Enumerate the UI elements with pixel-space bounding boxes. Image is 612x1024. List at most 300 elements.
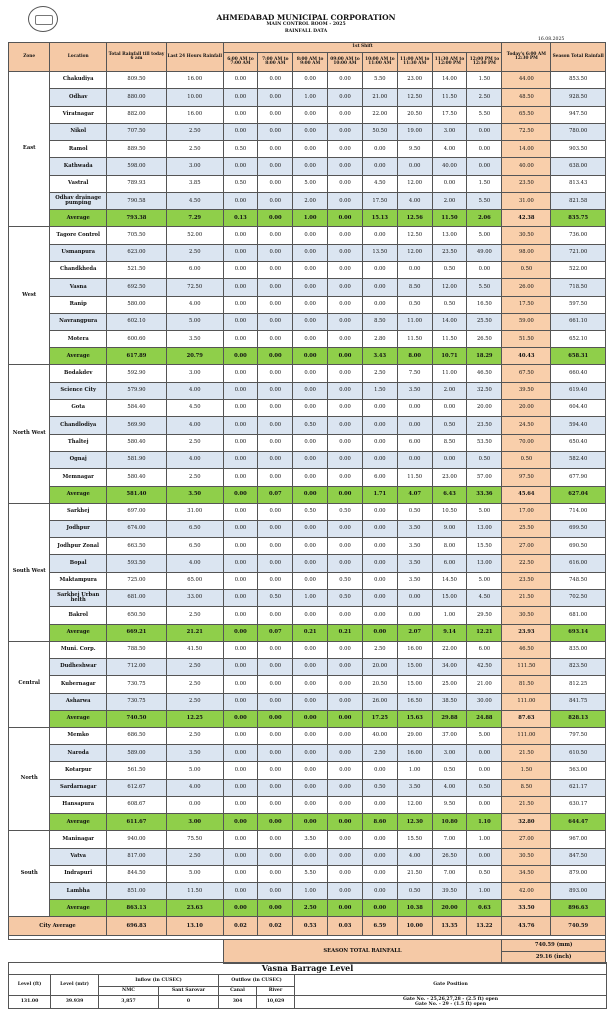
table-cell: 0.00	[328, 331, 363, 348]
table-cell: 0.00	[258, 607, 293, 624]
table-cell: 42.38	[502, 210, 551, 227]
table-cell: 707.50	[107, 123, 167, 140]
location-name: Muni. Corp.	[50, 641, 107, 658]
table-cell: 0.00	[223, 676, 258, 693]
table-cell: 3.50	[166, 486, 223, 503]
table-cell: 0.00	[258, 572, 293, 589]
table-cell: 644.47	[551, 814, 606, 831]
rainfall-table-body	[9, 72, 606, 917]
table-cell: 12.50	[397, 227, 432, 244]
table-cell: 0.00	[166, 796, 223, 813]
table-cell: 0.00	[397, 607, 432, 624]
table-cell: 0.00	[397, 400, 432, 417]
table-cell: 788.50	[107, 641, 167, 658]
table-cell: 1.71	[362, 486, 397, 503]
table-cell: 15.13	[362, 210, 397, 227]
table-row	[9, 141, 606, 158]
table-cell: 0.00	[328, 175, 363, 192]
table-cell: 580.40	[107, 469, 167, 486]
table-row	[9, 279, 606, 296]
table-cell: 658.31	[551, 348, 606, 365]
location-name: Hansapura	[50, 796, 107, 813]
table-cell: 44.00	[502, 72, 551, 89]
table-cell: 817.00	[107, 848, 167, 865]
table-cell: 0.00	[258, 261, 293, 278]
table-cell: 97.50	[502, 469, 551, 486]
table-cell: 0.00	[293, 331, 328, 348]
table-cell: 1.50	[467, 72, 502, 89]
table-cell: 22.50	[502, 555, 551, 572]
table-cell: 580.00	[107, 296, 167, 313]
table-cell: 650.50	[107, 607, 167, 624]
table-cell: 0.00	[258, 745, 293, 762]
table-cell: 25.50	[502, 520, 551, 537]
table-cell: 26.50	[467, 331, 502, 348]
table-cell: 42.50	[467, 658, 502, 675]
table-cell: 5.50	[467, 193, 502, 210]
table-cell: 0.00	[328, 900, 363, 917]
table-cell: 748.50	[551, 572, 606, 589]
table-cell: 20.00	[502, 400, 551, 417]
location-name: Vatva	[50, 848, 107, 865]
table-cell: 0.00	[293, 296, 328, 313]
table-cell: 6.50	[166, 538, 223, 555]
table-row	[9, 831, 606, 848]
table-cell: 705.50	[107, 227, 167, 244]
table-cell: 1.00	[397, 762, 432, 779]
table-cell: 0.00	[328, 382, 363, 399]
table-cell: 677.90	[551, 469, 606, 486]
table-cell: 2.50	[166, 434, 223, 451]
table-cell: 20.79	[166, 348, 223, 365]
table-cell: 0.00	[362, 434, 397, 451]
table-cell: 3.85	[166, 175, 223, 192]
table-cell: 8.50	[502, 779, 551, 796]
table-cell: 0.00	[328, 693, 363, 710]
table-cell: 0.00	[258, 727, 293, 744]
table-row	[9, 641, 606, 658]
table-cell: 3.50	[397, 572, 432, 589]
table-cell: 49.00	[467, 244, 502, 261]
table-cell: 0.00	[467, 141, 502, 158]
table-cell: 4.00	[397, 193, 432, 210]
zone-average-row	[9, 486, 606, 503]
table-cell: 6.00	[432, 555, 467, 572]
table-cell: 0.00	[223, 279, 258, 296]
table-cell: 0.50	[432, 762, 467, 779]
table-cell: 0.00	[223, 486, 258, 503]
location-name: Bopal	[50, 555, 107, 572]
table-cell: 21.21	[166, 624, 223, 641]
table-cell: 2.50	[166, 848, 223, 865]
table-cell: 0.00	[467, 745, 502, 762]
table-cell: 13.22	[467, 917, 502, 936]
table-cell: 2.50	[166, 693, 223, 710]
table-cell: 17.00	[502, 503, 551, 520]
table-cell: 0.00	[223, 693, 258, 710]
table-cell: 12.00	[397, 244, 432, 261]
table-cell: 0.00	[293, 72, 328, 89]
table-cell: 0.00	[293, 693, 328, 710]
table-cell: 4.00	[166, 451, 223, 468]
vasna-gates	[295, 996, 607, 1009]
table-cell: 4.00	[432, 141, 467, 158]
table-row	[9, 848, 606, 865]
table-cell: 0.00	[362, 400, 397, 417]
table-cell: 0.00	[293, 123, 328, 140]
table-cell: 0.00	[258, 331, 293, 348]
table-cell: 882.00	[107, 106, 167, 123]
table-cell: 0.00	[362, 831, 397, 848]
table-row	[9, 555, 606, 572]
table-cell: 52.00	[166, 227, 223, 244]
table-cell: 0.00	[258, 296, 293, 313]
table-cell: 17.50	[502, 296, 551, 313]
location-name: Ranip	[50, 296, 107, 313]
table-cell: 7.00	[432, 865, 467, 882]
table-cell: 5.00	[467, 727, 502, 744]
table-cell: 0.00	[223, 72, 258, 89]
table-cell: 0.00	[223, 710, 258, 727]
table-cell: 40.43	[502, 348, 551, 365]
table-cell: 730.75	[107, 676, 167, 693]
table-cell: 3.00	[166, 814, 223, 831]
table-cell: 0.00	[328, 106, 363, 123]
table-cell: 3.00	[166, 158, 223, 175]
table-cell: 10.38	[397, 900, 432, 917]
table-cell: 0.00	[328, 89, 363, 106]
table-cell: 0.00	[223, 227, 258, 244]
table-cell: 2.50	[166, 658, 223, 675]
table-cell: 9.14	[432, 624, 467, 641]
table-cell: 828.13	[551, 710, 606, 727]
table-cell: 0.00	[258, 434, 293, 451]
table-cell: 660.40	[551, 365, 606, 382]
table-cell: 6.00	[362, 469, 397, 486]
table-cell: 0.00	[293, 641, 328, 658]
table-cell: 0.21	[293, 624, 328, 641]
col-slot: 6:00 AM to 7:00 AM	[223, 53, 258, 72]
table-cell: 0.00	[362, 227, 397, 244]
table-cell: 730.75	[107, 693, 167, 710]
table-cell: 16.00	[166, 106, 223, 123]
table-cell: 0.00	[293, 469, 328, 486]
table-cell: 65.50	[502, 106, 551, 123]
table-cell: 11.00	[397, 313, 432, 330]
table-cell: 10.50	[432, 503, 467, 520]
table-cell: 1.00	[293, 590, 328, 607]
table-cell: 889.50	[107, 141, 167, 158]
table-cell: 0.00	[362, 848, 397, 865]
table-cell: 0.00	[223, 796, 258, 813]
table-cell: 27.00	[502, 538, 551, 555]
location-name: Odhav drainage pumping	[50, 193, 107, 210]
table-cell: 20.50	[397, 106, 432, 123]
table-cell: 0.00	[223, 607, 258, 624]
table-cell: 3.50	[397, 555, 432, 572]
table-cell: 13.50	[362, 244, 397, 261]
table-cell: 863.13	[107, 900, 167, 917]
table-cell: 21.50	[502, 745, 551, 762]
table-cell: 0.00	[328, 607, 363, 624]
table-cell: 2.80	[362, 331, 397, 348]
table-cell: 0.00	[258, 313, 293, 330]
table-cell: 4.07	[397, 486, 432, 503]
table-cell: 4.50	[467, 590, 502, 607]
table-cell: 0.00	[328, 814, 363, 831]
table-cell: 0.00	[467, 762, 502, 779]
table-cell: 2.50	[166, 469, 223, 486]
table-cell: 612.67	[107, 779, 167, 796]
table-cell: 600.60	[107, 331, 167, 348]
table-cell: 0.00	[328, 210, 363, 227]
table-cell: 0.00	[328, 641, 363, 658]
table-cell: 34.00	[432, 658, 467, 675]
table-cell: 87.63	[502, 710, 551, 727]
zone-average-row	[9, 348, 606, 365]
table-cell: 0.00	[258, 400, 293, 417]
table-cell: 0.00	[362, 762, 397, 779]
table-cell: 23.50	[502, 572, 551, 589]
table-cell: 0.00	[258, 175, 293, 192]
table-row	[9, 106, 606, 123]
table-cell: 0.50	[362, 779, 397, 796]
table-cell: 0.00	[258, 710, 293, 727]
table-cell: 2.00	[432, 193, 467, 210]
table-cell: 0.50	[223, 175, 258, 192]
table-cell: 20.00	[362, 658, 397, 675]
table-cell: 0.00	[293, 572, 328, 589]
table-cell: 718.50	[551, 279, 606, 296]
location-name: Chakudiya	[50, 72, 107, 89]
table-cell: 0.00	[223, 520, 258, 537]
table-cell: 0.00	[223, 158, 258, 175]
table-cell: 9.00	[432, 520, 467, 537]
table-cell: 0.00	[432, 451, 467, 468]
location-name: Naroda	[50, 745, 107, 762]
table-cell: 0.00	[293, 520, 328, 537]
location-name: Kotarpur	[50, 762, 107, 779]
table-cell: 9.50	[397, 141, 432, 158]
location-name: Bodakdev	[50, 365, 107, 382]
table-cell: 6.00	[467, 641, 502, 658]
table-cell: 681.00	[107, 590, 167, 607]
table-cell: 2.00	[293, 193, 328, 210]
location-name: Indrapuri	[50, 865, 107, 882]
table-cell: 41.50	[166, 641, 223, 658]
table-cell: 14.00	[432, 313, 467, 330]
table-cell: 2.00	[432, 382, 467, 399]
table-cell: 0.00	[362, 865, 397, 882]
table-cell: 0.00	[328, 883, 363, 900]
table-cell: 696.83	[107, 917, 167, 936]
table-cell: 940.00	[107, 831, 167, 848]
table-cell: 42.00	[502, 883, 551, 900]
table-row	[9, 727, 606, 744]
table-cell: 0.00	[223, 261, 258, 278]
table-cell: 0.00	[362, 900, 397, 917]
table-cell: 621.17	[551, 779, 606, 796]
table-cell: 793.38	[107, 210, 167, 227]
table-cell: 11.50	[432, 210, 467, 227]
location-name: Odhav	[50, 89, 107, 106]
zone-name: South West	[9, 503, 50, 641]
table-row	[9, 658, 606, 675]
table-cell: 2.07	[397, 624, 432, 641]
table-cell: 5.00	[166, 313, 223, 330]
zone-average-row	[9, 624, 606, 641]
table-cell: 13.00	[467, 555, 502, 572]
vasna-gate-header: Gate Position	[295, 975, 607, 996]
table-cell: 0.50	[467, 865, 502, 882]
table-cell: 821.58	[551, 193, 606, 210]
table-cell: 0.00	[258, 417, 293, 434]
table-cell: 521.50	[107, 261, 167, 278]
table-cell: 880.00	[107, 89, 167, 106]
table-cell: 0.00	[432, 175, 467, 192]
table-cell: 0.00	[362, 796, 397, 813]
table-cell: 0.00	[223, 641, 258, 658]
table-cell: 8.50	[362, 313, 397, 330]
table-cell: 26.00	[502, 279, 551, 296]
table-cell: 3.50	[166, 745, 223, 762]
table-cell: 0.00	[328, 348, 363, 365]
table-cell: 40.00	[502, 158, 551, 175]
table-cell: 72.50	[502, 123, 551, 140]
location-name: Usmanpura	[50, 244, 107, 261]
table-cell: 690.50	[551, 538, 606, 555]
zone-average-row	[9, 814, 606, 831]
table-cell: 23.00	[397, 72, 432, 89]
table-cell: 0.00	[293, 451, 328, 468]
table-cell: 740.50	[107, 710, 167, 727]
table-cell: 72.50	[166, 279, 223, 296]
table-cell: 81.50	[502, 676, 551, 693]
table-cell: 0.00	[328, 227, 363, 244]
table-cell: 589.00	[107, 745, 167, 762]
table-cell: 0.00	[328, 555, 363, 572]
table-cell: 0.00	[258, 106, 293, 123]
table-cell: 33.00	[166, 590, 223, 607]
table-cell: 16.00	[397, 641, 432, 658]
table-cell: 1.00	[293, 883, 328, 900]
zone-average-row	[9, 710, 606, 727]
table-cell: 6.43	[432, 486, 467, 503]
table-cell: 812.25	[551, 676, 606, 693]
table-cell: 0.00	[293, 607, 328, 624]
location-name: Maktampura	[50, 572, 107, 589]
table-cell: 11.00	[432, 365, 467, 382]
table-cell: 0.00	[258, 900, 293, 917]
table-cell: 5.50	[467, 106, 502, 123]
table-cell: 0.00	[328, 193, 363, 210]
location-name: Chandkheda	[50, 261, 107, 278]
table-cell: 13.35	[432, 917, 467, 936]
table-cell: 5.00	[293, 175, 328, 192]
table-cell: 0.00	[293, 434, 328, 451]
zone-name: West	[9, 227, 50, 365]
table-cell: 3.00	[166, 365, 223, 382]
table-cell: 37.00	[432, 727, 467, 744]
table-cell: 3.50	[166, 331, 223, 348]
table-cell: 111.50	[502, 658, 551, 675]
table-cell: 22.00	[362, 106, 397, 123]
zone-name: Central	[9, 641, 50, 727]
table-cell: 0.00	[328, 400, 363, 417]
table-row	[9, 469, 606, 486]
table-row	[9, 693, 606, 710]
col-slot: 10:00 AM to 11:00 AM	[362, 53, 397, 72]
col-slot: 7:00 AM to 8:00 AM	[258, 53, 293, 72]
table-cell: 8.00	[432, 538, 467, 555]
gate-line: Gate No. - 29 - (1.5 ft) open	[414, 1002, 487, 1007]
table-cell: 699.50	[551, 520, 606, 537]
col-last24: Last 24 Hours Rainfall	[166, 43, 223, 72]
vasna-sant-header: Sant Sarovar	[159, 987, 219, 996]
location-name: Gota	[50, 400, 107, 417]
table-cell: 21.50	[502, 590, 551, 607]
table-cell: 0.00	[223, 244, 258, 261]
table-cell: 693.14	[551, 624, 606, 641]
table-cell: 3.50	[397, 779, 432, 796]
table-cell: 0.00	[328, 141, 363, 158]
table-cell: 30.50	[502, 848, 551, 865]
table-cell: 21.50	[397, 865, 432, 882]
table-cell: 809.50	[107, 72, 167, 89]
table-cell: 22.00	[432, 641, 467, 658]
table-cell: 841.75	[551, 693, 606, 710]
col-slot: 11:30 AM to 12:00 PM	[432, 53, 467, 72]
table-cell: 0.00	[293, 658, 328, 675]
table-cell: 21.00	[467, 676, 502, 693]
table-cell: 0.50	[467, 451, 502, 468]
table-cell: 0.00	[258, 141, 293, 158]
table-cell: 0.00	[362, 590, 397, 607]
table-cell: 0.00	[328, 296, 363, 313]
table-cell: 5.00	[467, 572, 502, 589]
table-cell: 26.50	[432, 848, 467, 865]
location-name: Memko	[50, 727, 107, 744]
table-cell: 0.00	[223, 417, 258, 434]
table-cell: 0.00	[362, 538, 397, 555]
table-row	[9, 503, 606, 520]
table-cell: 0.00	[258, 244, 293, 261]
table-cell: 0.00	[258, 658, 293, 675]
location-name: Kathwada	[50, 158, 107, 175]
table-cell: 0.00	[293, 244, 328, 261]
table-row	[9, 676, 606, 693]
table-row	[9, 244, 606, 261]
table-cell: 12.56	[397, 210, 432, 227]
location-name: Lambha	[50, 883, 107, 900]
table-cell: 0.00	[362, 158, 397, 175]
table-cell: 0.00	[223, 106, 258, 123]
table-cell: 0.00	[293, 555, 328, 572]
table-cell: 5.50	[362, 72, 397, 89]
table-row	[9, 590, 606, 607]
table-cell: 0.00	[258, 814, 293, 831]
season-total-inch: 29.16 (inch)	[502, 952, 606, 964]
table-row	[9, 261, 606, 278]
table-cell: 20.50	[362, 676, 397, 693]
table-cell: 4.50	[362, 175, 397, 192]
table-cell: 0.00	[362, 572, 397, 589]
table-cell: 0.00	[223, 865, 258, 882]
table-cell: 98.00	[502, 244, 551, 261]
table-cell: 0.00	[362, 520, 397, 537]
table-cell: 0.00	[258, 641, 293, 658]
vasna-sant: 0	[159, 996, 219, 1009]
